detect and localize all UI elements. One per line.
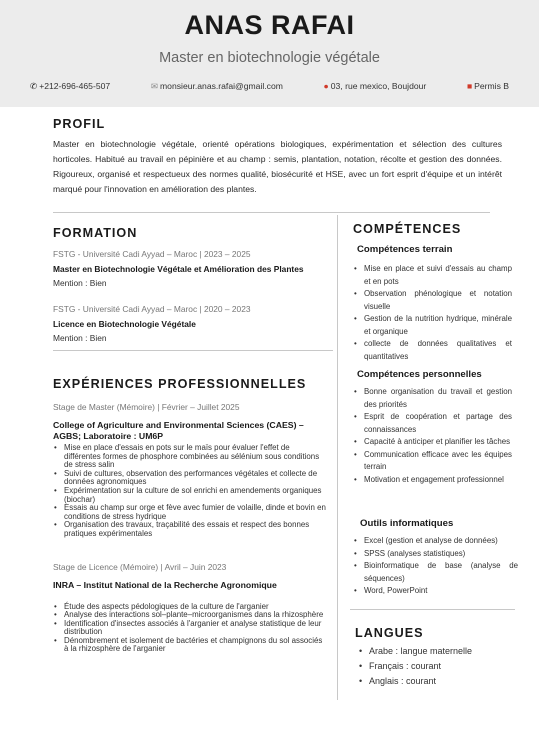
list-item: • Anglais : courant — [358, 674, 518, 689]
experience-bullets — [53, 444, 328, 539]
list-item: • Communication efficace avec les équipes terrain — [353, 449, 512, 474]
candidate-subtitle: Master en biotechnologie végétale — [159, 50, 380, 66]
list-item: • Identification d'insectes associés à l'arganier et analyse statistique de leur distribution — [53, 620, 328, 637]
pin-icon: ● — [323, 81, 329, 91]
experience-org: College of Agriculture and Environmental Sciences (CAES) – AGBS; Laboratoire : UM6P — [53, 420, 304, 441]
langues-list — [358, 644, 518, 689]
resume-header — [0, 0, 539, 107]
experience-bullets — [53, 603, 328, 655]
contact-license — [467, 81, 509, 92]
competences-personnelles-list — [353, 386, 512, 486]
list-item: • Organisation des travaux, traçabilité des essais et respect des bonnes pratiques expérimentales — [53, 521, 328, 538]
email-text: monsieur.anas.rafai@gmail.com — [160, 81, 283, 91]
experience-org: INRA – Institut National de la Recherche Agronomique — [53, 580, 277, 590]
list-item: • Expérimentation sur la culture de sol enrichi en amendements organiques (biochar) — [53, 487, 328, 504]
competences-terrain-list — [353, 263, 512, 363]
list-item: • Gestion de la nutrition hydrique, minérale et organique — [353, 313, 512, 338]
formation-meta: FSTG - Université Cadi Ayyad – Maroc | 2023 – 2025 — [53, 249, 251, 259]
formation-item-2 — [53, 304, 328, 344]
list-item: • Bonne organisation du travail et gestion des priorités — [353, 386, 512, 411]
langues-title: LANGUES — [355, 626, 424, 640]
formation-mention: Mention : Bien — [53, 333, 107, 343]
list-item: • Étude des aspects pédologiques de la culture de l'arganier — [53, 603, 328, 612]
formation-degree: Licence en Biotechnologie Végétale — [53, 319, 196, 329]
divider-formation — [53, 350, 333, 351]
list-item: • Excel (gestion et analyse de données) — [353, 535, 518, 548]
outils-list — [353, 535, 518, 598]
formation-item-1 — [53, 249, 328, 289]
list-item: • Observation phénologique et notation visuelle — [353, 288, 512, 313]
formation-degree: Master en Biotechnologie Végétale et Amélioration des Plantes — [53, 264, 304, 274]
address-text: 03, rue mexico, Boujdour — [330, 81, 427, 91]
contact-email — [151, 81, 283, 92]
list-item: • SPSS (analyses statistiques) — [353, 548, 518, 561]
formation-title: FORMATION — [53, 226, 138, 240]
phone-icon: ✆ — [30, 81, 38, 91]
list-item: • Suivi de cultures, observation des performances végétales et collecte de données agronomiques — [53, 470, 328, 487]
contact-address — [324, 81, 427, 92]
list-item: • Capacité à anticiper et planifier les tâches — [353, 436, 512, 449]
list-item: • Essais au champ sur orge et fève avec fumier de volaille, dinde et bovin en conditions de stress hydrique — [53, 504, 328, 521]
list-item: • Mise en place et suivi d'essais au champ et en pots — [353, 263, 512, 288]
experiences-title: EXPÉRIENCES PROFESSIONNELLES — [53, 377, 307, 391]
formation-mention: Mention : Bien — [53, 278, 107, 288]
list-item: • Bioinformatique de base (analyse de séquences) — [353, 560, 518, 585]
list-item: • collecte de données qualitatives et quantitatives — [353, 338, 512, 363]
competences-group-title: Compétences terrain — [357, 244, 453, 255]
list-item: • Mise en place d'essais en pots sur le maïs pour évaluer l'effet de différentes formes de phosphore combinées au sélénium sous conditions de stress salin — [53, 444, 328, 470]
mail-icon: ✉ — [150, 81, 159, 91]
list-item: • Français : courant — [358, 659, 518, 674]
contact-bar — [30, 81, 509, 92]
experience-meta: Stage de Master (Mémoire) | Février – Juillet 2025 — [53, 402, 240, 412]
profil-text: Master en biotechnologie végétale, orienté opérations biologiques, expérimentation et sélection des cultures horticoles. Habitué au travail en pépinière et au champ : semis, plantation, notation, récolte et gestion des données. Rigoureux, organisé et respectueux des normes qualité, biosécurité et HSE, avec un fort esprit d'équipe et un intérêt marqué pour l'innovation en amélioration des plantes. — [53, 139, 502, 194]
contact-phone — [30, 81, 110, 92]
experience-meta: Stage de Licence (Mémoire) | Avril – Juin 2023 — [53, 562, 227, 572]
divider-profil — [53, 212, 490, 213]
experience-item-1 — [53, 402, 328, 539]
formation-meta: FSTG - Université Cadi Ayyad – Maroc | 2020 – 2023 — [53, 304, 251, 314]
divider-competences — [350, 609, 515, 610]
experience-item-2 — [53, 562, 328, 654]
car-icon: ■ — [466, 81, 473, 91]
competences-group-title: Compétences personnelles — [357, 369, 482, 380]
list-item: • Analyse des interactions sol–plante–microorganismes dans la rhizosphère — [53, 611, 328, 620]
column-divider — [337, 215, 338, 700]
list-item: • Arabe : langue maternelle — [358, 644, 518, 659]
profil-title: PROFIL — [53, 117, 106, 131]
list-item: • Word, PowerPoint — [353, 585, 518, 598]
phone-text: +212-696-465-507 — [39, 81, 111, 91]
list-item: • Motivation et engagement professionnel — [353, 474, 512, 487]
license-text: Permis B — [474, 81, 509, 91]
list-item: • Dénombrement et isolement de bactéries et champignons du sol associés à la rhizosphère de l'arganier — [53, 637, 328, 654]
list-item: • Esprit de coopération et partage des connaissances — [353, 411, 512, 436]
competences-group-title: Outils informatiques — [360, 518, 454, 529]
candidate-name: ANAS RAFAI — [184, 10, 355, 40]
competences-title: COMPÉTENCES — [353, 222, 462, 236]
